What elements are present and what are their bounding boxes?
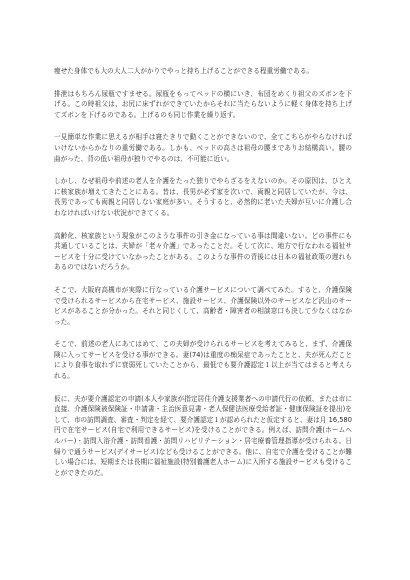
paragraph-3: 一見簡単な作業に思えるが相手は寝たきりで動くことができないので、全てこちらがやらなければいけないからかなりの重労働である。しかも、ベッドの高さは祖母の腰までありお結構高い。腰の曲がった、背の低い祖母が独りでやるのは、不可能に近い。 [54, 133, 352, 163]
paragraph-2: 排泄はもちろん尿瓶ですませる。尿瓶をもってベッドの横にいき、布団をめくり祖父のズボンを下げる。この時祖父は、お尻に床ずれができていたからそれに当たらないように軽く身体を持ち上げてズボンを下げるのである。上げるのも同じ作業を繰り返す。 [54, 89, 352, 119]
paragraph-6: そこで、大阪府高槻市が実際に行なっている介護サービスについて調べてみた。すると、介護保険で受けられるサービスから在宅サービス、施設サービス、介護保険以外のサービスなど沢山のサービスがあることが分かった。それと同じくして、高齢者・障害者の相談窓口も決して少なくはなかった。 [54, 285, 352, 326]
paragraph-5: 高齢化、核家族という現象がこのような事件の引き金になっている事は間違いない。どの事件にも共通していることは、夫婦が「老々介護」であったことだ。そして次に、地方で行なわれる福祉サービスを十分に受けていなかったことがある。このような事件の背後には日本の福祉政策の遅れもあるのではないだろうか。 [54, 231, 352, 272]
paragraph-7: そこで、前述の老人にあてはめて、この夫婦が受けられるサービスを考えてみると、まず、介護保険に入ってサービスを受ける事ができる。妻(74)は重度の痴呆症であったことと、夫が死んだことにより食事を取れずに衰弱死していたことから、最低でも要介護認定１以上が当てはまると考えられる。 [54, 340, 352, 381]
paragraph-4: しかし、なぜ祖母や前述の老人を介護をたった独りでやらざるをえないのか。その原因は、ひとえに核家族が増えてきたことにある。昔は、長男が必ず家を次いで、両親と同居していたが、今は、長男であっても両親と同居しない家庭が多い。そうすると、必然的に老いた夫婦が互いに介護し合わなければいけない状況ができてくる。 [54, 177, 352, 217]
paragraph-8: 仮に、夫が要介護認定の申請(本人や家族が指定居住介護支援業者への申請代行の依頼、または市に直接、介護保険被保険証・申請書・主治医意見書・老人保健法医療受給者証・健康保険証を提出)をして、市の訪問調査、審査・判定を経て、要介護認定１が認められたと仮定すると、妻は月 16,580 円で在宅サービス(自宅で利用できるサービス)を受けることができる。例えば、訪問介護(ホームヘルパー)・訪問入浴介護・訪問看護・訪問リハビリテーション・居宅療養管理指導が受けられる。日帰りで通うサービス(デイサービス)なども受けることができる。他に、自宅で介護を受けることが難しい場合には、短期または長期に福祉施設(特別養護老人ホーム)に入所する施設サービスも受けることができたのだ。 [54, 394, 352, 477]
paragraph-1: 痩せた身体でも大の大人二人がかりでやっと持ち上げることができる程重労働である。 [54, 67, 314, 75]
